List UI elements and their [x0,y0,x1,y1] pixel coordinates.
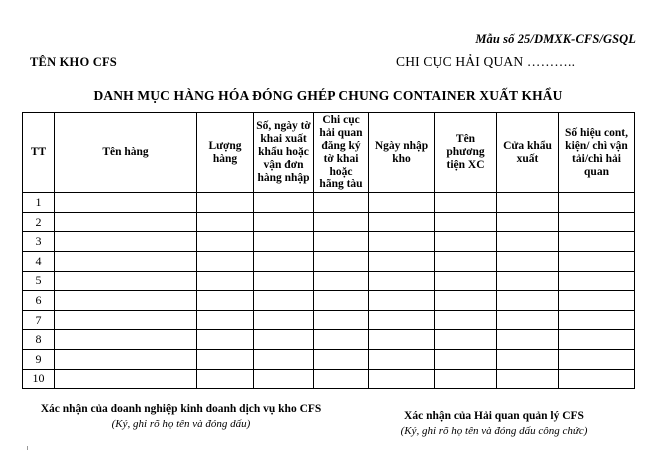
table-row [23,291,635,311]
customs-office-label: CHI CỤC HẢI QUAN ……….. [396,54,576,69]
cell-gate[interactable] [497,330,559,350]
cell-name[interactable] [55,310,197,330]
cell-date[interactable] [369,193,435,213]
cell-date[interactable] [369,350,435,370]
cell-qty[interactable] [197,291,254,311]
cell-qty[interactable] [197,330,254,350]
column-header-name: Tên hàng [55,113,197,193]
cell-decl[interactable] [254,350,314,370]
cell-veh[interactable] [435,350,497,370]
cell-veh[interactable] [435,193,497,213]
cell-cont[interactable] [559,310,635,330]
table-row [23,271,635,291]
cell-date[interactable] [369,252,435,272]
cell-tt[interactable]: 9 [23,350,55,370]
cell-tt[interactable]: 8 [23,330,55,350]
table-row [23,232,635,252]
column-header-export-gate: Cửa khẩu xuất [497,113,559,193]
column-header-container-seal: Số hiệu cont, kiện/ chì vận tải/chì hải quan [559,113,635,193]
cell-decl[interactable] [254,369,314,389]
table-body [23,193,635,389]
table-header-row [23,113,635,193]
column-header-vehicle: Tên phương tiện XC [435,113,497,193]
signature-enterprise-title: Xác nhận của doanh nghiệp kinh doanh dịch vụ kho CFS [40,403,322,415]
cell-cont[interactable] [559,252,635,272]
cell-decl[interactable] [254,271,314,291]
signature-customs-note: (Ký, ghi rõ họ tên và đóng dấu công chức) [400,424,588,437]
table-row [23,330,635,350]
table-row [23,310,635,330]
cell-decl[interactable] [254,291,314,311]
cell-name[interactable] [55,271,197,291]
cell-cont[interactable] [559,350,635,370]
cell-cust[interactable] [314,350,369,370]
cell-decl[interactable] [254,232,314,252]
cell-veh[interactable] [435,271,497,291]
cell-decl[interactable] [254,212,314,232]
goods-table-container [22,112,634,389]
cell-cont[interactable] [559,212,635,232]
cell-cust[interactable] [314,212,369,232]
cell-date[interactable] [369,271,435,291]
cell-decl[interactable] [254,252,314,272]
cell-tt[interactable]: 3 [23,232,55,252]
cell-cust[interactable] [314,252,369,272]
cell-cust[interactable] [314,193,369,213]
cell-veh[interactable] [435,330,497,350]
table-header [23,113,635,193]
signature-block-customs [344,410,644,437]
cell-date[interactable] [369,330,435,350]
cell-gate[interactable] [497,212,559,232]
cell-qty[interactable] [197,193,254,213]
cell-tt[interactable]: 6 [23,291,55,311]
table-row [23,252,635,272]
cell-gate[interactable] [497,369,559,389]
cell-date[interactable] [369,291,435,311]
cell-tt[interactable]: 5 [23,271,55,291]
column-header-qty: Lượng hàng [197,113,254,193]
cell-gate[interactable] [497,193,559,213]
cell-tt[interactable]: 10 [23,369,55,389]
page-title: DANH MỤC HÀNG HÓA ĐÓNG GHÉP CHUNG CONTAINER XUẤT KHẨU [93,88,563,103]
cell-cont[interactable] [559,291,635,311]
cell-date[interactable] [369,232,435,252]
signature-block-enterprise [26,403,336,430]
table-row [23,350,635,370]
cell-cont[interactable] [559,369,635,389]
cell-veh[interactable] [435,232,497,252]
cell-name[interactable] [55,232,197,252]
cell-cont[interactable] [559,232,635,252]
cell-cust[interactable] [314,271,369,291]
cell-veh[interactable] [435,369,497,389]
cell-gate[interactable] [497,252,559,272]
cell-qty[interactable] [197,232,254,252]
cell-decl[interactable] [254,330,314,350]
cell-name[interactable] [55,252,197,272]
cell-cust[interactable] [314,291,369,311]
cell-gate[interactable] [497,232,559,252]
cell-cust[interactable] [314,310,369,330]
cell-cust[interactable] [314,232,369,252]
cell-name[interactable] [55,193,197,213]
table-row [23,369,635,389]
column-header-declaration: Số, ngày tờ khai xuất khẩu hoặc vận đơn hàng nhập [254,113,314,193]
cell-date[interactable] [369,310,435,330]
cell-decl[interactable] [254,193,314,213]
cell-veh[interactable] [435,252,497,272]
cell-veh[interactable] [435,310,497,330]
cell-qty[interactable] [197,252,254,272]
cell-tt[interactable]: 7 [23,310,55,330]
cell-date[interactable] [369,369,435,389]
goods-table [22,112,635,389]
cell-cust[interactable] [314,369,369,389]
signature-customs-title: Xác nhận của Hải quan quản lý CFS [404,410,584,422]
cell-name[interactable] [55,350,197,370]
cell-cont[interactable] [559,330,635,350]
cell-qty[interactable] [197,271,254,291]
signature-enterprise-note: (Ký, ghi rõ họ tên và đóng dấu) [111,417,251,430]
cell-tt[interactable]: 4 [23,252,55,272]
warehouse-name-label: TÊN KHO CFS [30,55,117,69]
cell-qty[interactable] [197,350,254,370]
cell-gate[interactable] [497,350,559,370]
column-header-warehouse-entry-date: Ngày nhập kho [369,113,435,193]
cell-veh[interactable] [435,291,497,311]
cell-decl[interactable] [254,310,314,330]
column-header-customs-branch: Chi cục hải quan đăng ký tờ khai hoặc hãng tàu [314,113,369,193]
column-header-tt: TT [23,113,55,193]
cell-cont[interactable] [559,193,635,213]
cell-cont[interactable] [559,271,635,291]
cell-cust[interactable] [314,330,369,350]
cell-veh[interactable] [435,212,497,232]
cell-name[interactable] [55,291,197,311]
cell-name[interactable] [55,330,197,350]
cell-tt[interactable]: 1 [23,193,55,213]
cell-qty[interactable] [197,310,254,330]
cell-qty[interactable] [197,212,254,232]
cell-qty[interactable] [197,369,254,389]
table-row [23,212,635,232]
cell-gate[interactable] [497,310,559,330]
cell-tt[interactable]: 2 [23,212,55,232]
page-bottom-mark [27,446,28,450]
table-row [23,193,635,213]
cell-date[interactable] [369,212,435,232]
form-code-label: Mẫu số 25/DMXK-CFS/GSQL [475,32,636,46]
cell-name[interactable] [55,369,197,389]
cell-gate[interactable] [497,291,559,311]
cell-gate[interactable] [497,271,559,291]
cell-name[interactable] [55,212,197,232]
